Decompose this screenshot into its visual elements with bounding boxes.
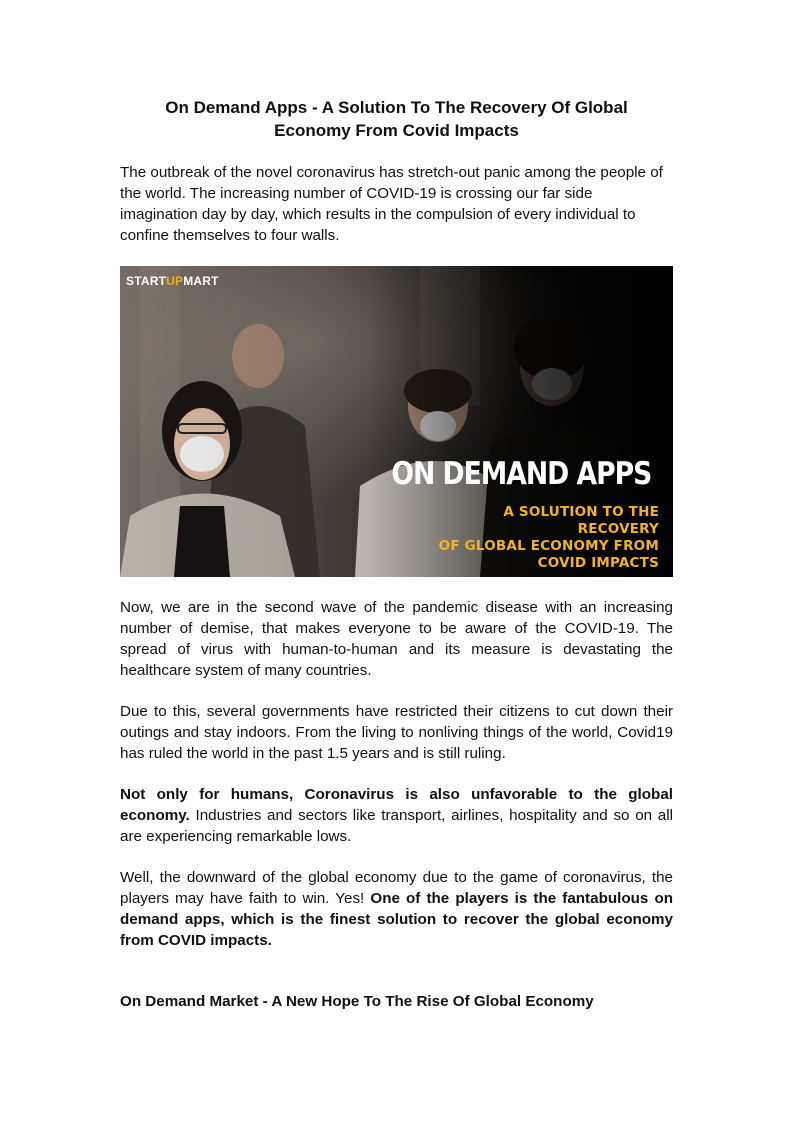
- economy-impact-rest: Industries and sectors like transport, airlines, hospitality and so on all are experiencing remarkable lows.: [120, 807, 673, 845]
- intro-paragraph: The outbreak of the novel coronavirus has stretch-out panic among the people of the world. The increasing number of COVID-19 is crossing our far side imagination day by day, which results in the compulsion of every individual to confine themselves to four walls.: [120, 164, 663, 244]
- brand-logo-start: START: [126, 274, 167, 288]
- section-subheading: On Demand Market - A New Hope To The Rise Of Global Economy: [120, 993, 594, 1010]
- brand-logo-up: UP: [166, 274, 184, 288]
- paragraph-governments: Due to this, several governments have restricted their citizens to cut down their outings and stay indoors. From the living to nonliving things of the world, Covid19 has ruled the world in the past 1.5 years and is still ruling.: [120, 703, 673, 762]
- hero-subheadline: [419, 504, 659, 572]
- brand-logo: [126, 274, 219, 288]
- title-line-2: Economy From Covid Impacts: [274, 121, 519, 140]
- brand-logo-end: MART: [183, 274, 219, 288]
- on-demand-bold: One of the players is the fantabulous on demand apps, which is the finest solution to recover the global economy from COVID impacts.: [120, 890, 673, 949]
- paragraph-on-demand-apps: [120, 867, 673, 951]
- on-demand-plain: Well, the downward of the global economy due to the game of coronavirus, the players may have faith to win. Yes!: [120, 869, 673, 907]
- hero-banner-image: [120, 266, 673, 577]
- paragraph-second-wave: Now, we are in the second wave of the pandemic disease with an increasing number of demise, that makes everyone to be aware of the COVID-19. The spread of virus with human-to-human and its measure is devastating the healthcare system of many countries.: [120, 599, 673, 679]
- paragraph-economy-impact: [120, 784, 673, 847]
- hero-sub-line-2: OF GLOBAL ECONOMY FROM: [438, 538, 659, 554]
- hero-sub-line-3: COVID IMPACTS: [537, 555, 659, 571]
- hero-headline: ON DEMAND APPS: [391, 456, 651, 492]
- document-page: [120, 96, 673, 1012]
- economy-impact-bold: Not only for humans, Coronavirus is also unfavorable to the global economy.: [120, 786, 673, 824]
- document-title: [120, 96, 673, 142]
- title-line-1: On Demand Apps - A Solution To The Recovery Of Global: [165, 98, 628, 117]
- hero-sub-line-1: A SOLUTION TO THE RECOVERY: [503, 504, 659, 537]
